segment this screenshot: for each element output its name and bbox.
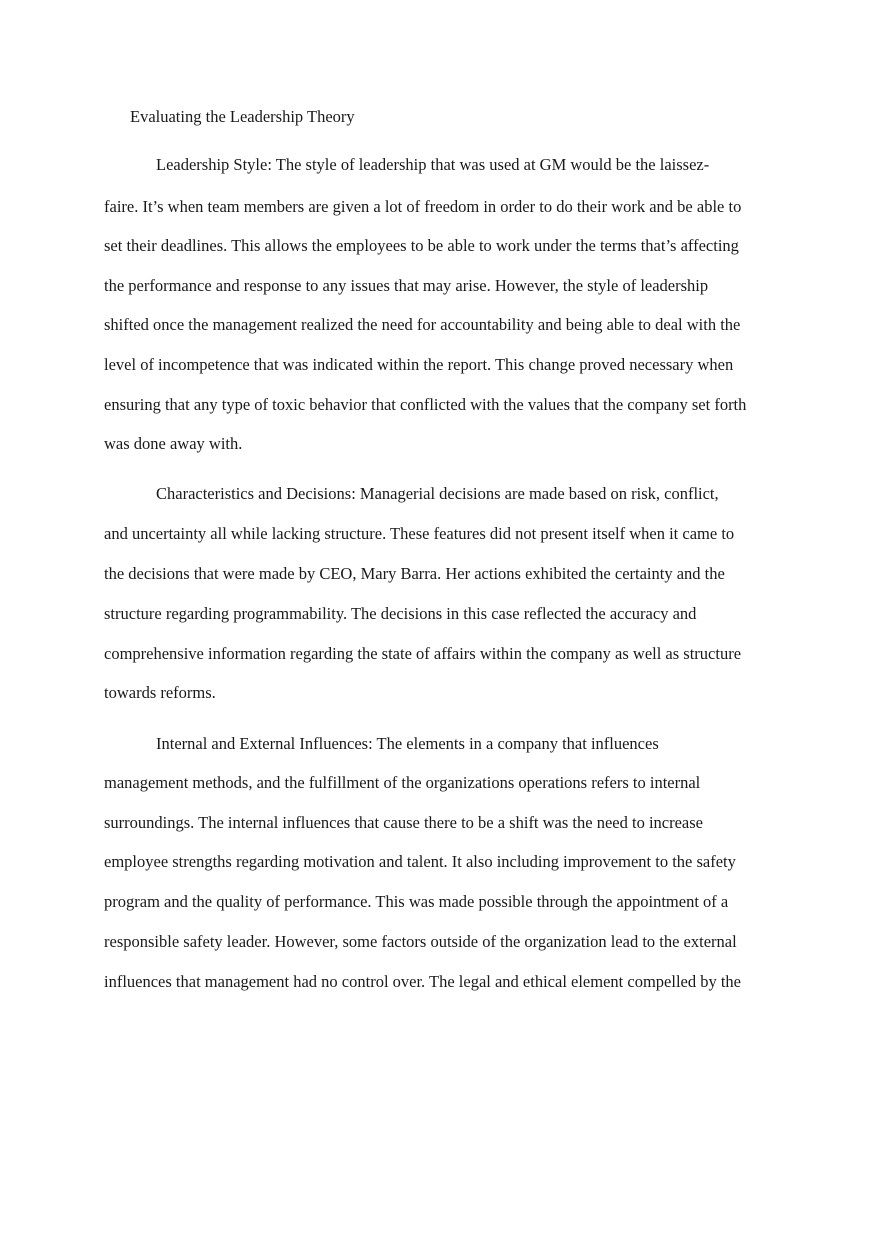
paragraph-line: influences that management had no control over. The legal and ethical element compelled by the: [104, 972, 742, 991]
paragraph-line: the decisions that were made by CEO, Mary Barra. Her actions exhibited the certainty and the: [104, 564, 725, 583]
paragraph-line: structure regarding programmability. The decisions in this case reflected the accuracy and: [104, 604, 697, 623]
document-heading: Evaluating the Leadership Theory: [130, 107, 355, 126]
paragraph-line: ensuring that any type of toxic behavior that conflicted with the values that the company set forth: [104, 395, 747, 414]
paragraph-line: Characteristics and Decisions: Managerial decisions are made based on risk, conflict,: [156, 484, 719, 503]
paragraph-line: the performance and response to any issues that may arise. However, the style of leadership: [104, 276, 709, 295]
paragraph-line: shifted once the management realized the need for accountability and being able to deal with the: [104, 315, 741, 334]
paragraph-line: towards reforms.: [104, 683, 216, 702]
paragraph-line: surroundings. The internal influences that cause there to be a shift was the need to increase: [104, 813, 703, 832]
paragraph-line: was done away with.: [104, 434, 243, 453]
paragraph-line: comprehensive information regarding the state of affairs within the company as well as structure: [104, 644, 742, 663]
paragraph-line: management methods, and the fulfillment of the organizations operations refers to internal: [104, 773, 701, 792]
paragraph-line: program and the quality of performance. This was made possible through the appointment of a: [104, 892, 729, 911]
paragraph-line: Internal and External Influences: The elements in a company that influences: [156, 734, 659, 753]
paragraph-line: employee strengths regarding motivation and talent. It also including improvement to the safety: [104, 852, 736, 871]
paragraph-line: responsible safety leader. However, some factors outside of the organization lead to the external: [104, 932, 737, 951]
paragraph-line: Leadership Style: The style of leadership that was used at GM would be the laissez-: [156, 155, 710, 174]
paragraph-line: level of incompetence that was indicated within the report. This change proved necessary when: [104, 355, 734, 374]
paragraph-line: set their deadlines. This allows the employees to be able to work under the terms that’s affecting: [104, 236, 739, 255]
paragraph-line: faire. It’s when team members are given a lot of freedom in order to do their work and be able to: [104, 197, 742, 216]
paragraph-line: and uncertainty all while lacking structure. These features did not present itself when it came to: [104, 524, 735, 543]
